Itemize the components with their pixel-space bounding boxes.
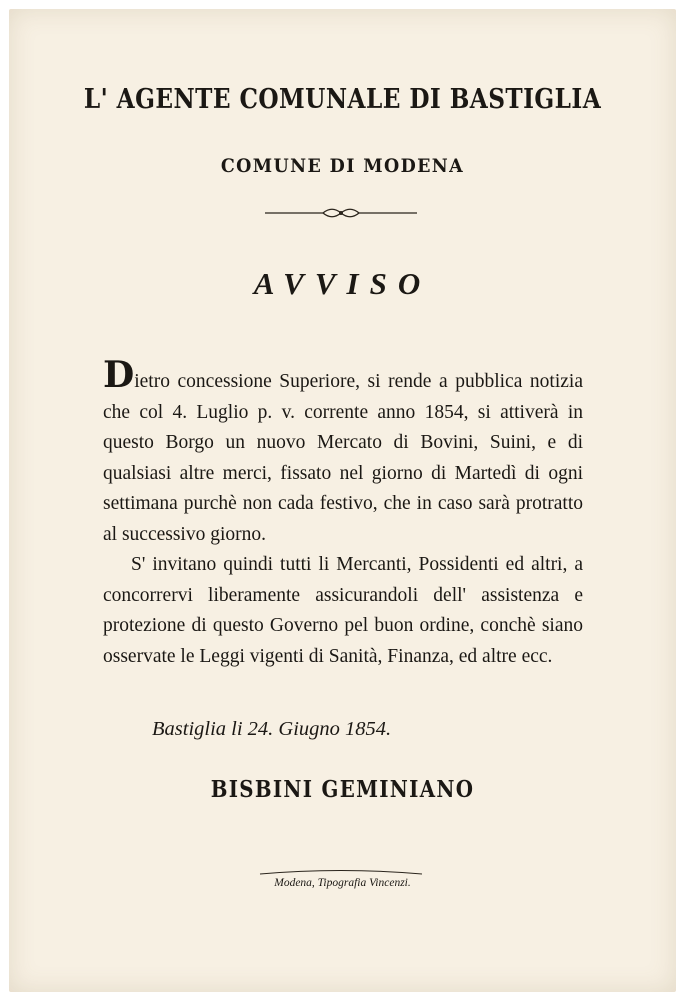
ornamental-rule-top [263, 206, 419, 220]
notice-paragraph-2: S' invitano quindi tutti li Mercanti, Possidenti ed altri, a concorrervi liberamente assicurandoli dell' assistenza e protezione di questo Governo pel buon ordine, conchè siano osservate le Leggi vigenti di Sanità, Finanza, ed altre ecc. [103, 554, 583, 667]
municipality-subheading: COMUNE DI MODENA [220, 155, 465, 177]
notice-body [103, 354, 583, 672]
signatory-name: BISBINI GEMINIANO [210, 776, 475, 803]
notice-paragraph-1 [103, 354, 583, 550]
issuer-heading: L' AGENTE COMUNALE DI BASTIGLIA [83, 84, 602, 115]
paragraph-1-text: ietro concessione Superiore, si rende a pubblica notizia che col 4. Luglio p. v. corrente anno 1854, si attiverà in questo Borgo un nuovo Mercato di Bovini, Suini, e di qualsiasi altre merci, fissato nel giorno di Martedì di ogni settimana purchè non cada festivo, che in caso sarà protratto al successivo giorno. [103, 371, 583, 545]
drop-cap: D [103, 354, 135, 396]
ornamental-rule-bottom [258, 868, 424, 876]
place-and-date: Bastiglia li 24. Giugno 1854. [152, 718, 392, 740]
notice-title: AVVISO [253, 266, 432, 301]
printer-imprint: Modena, Tipografia Vincenzi. [274, 877, 411, 889]
